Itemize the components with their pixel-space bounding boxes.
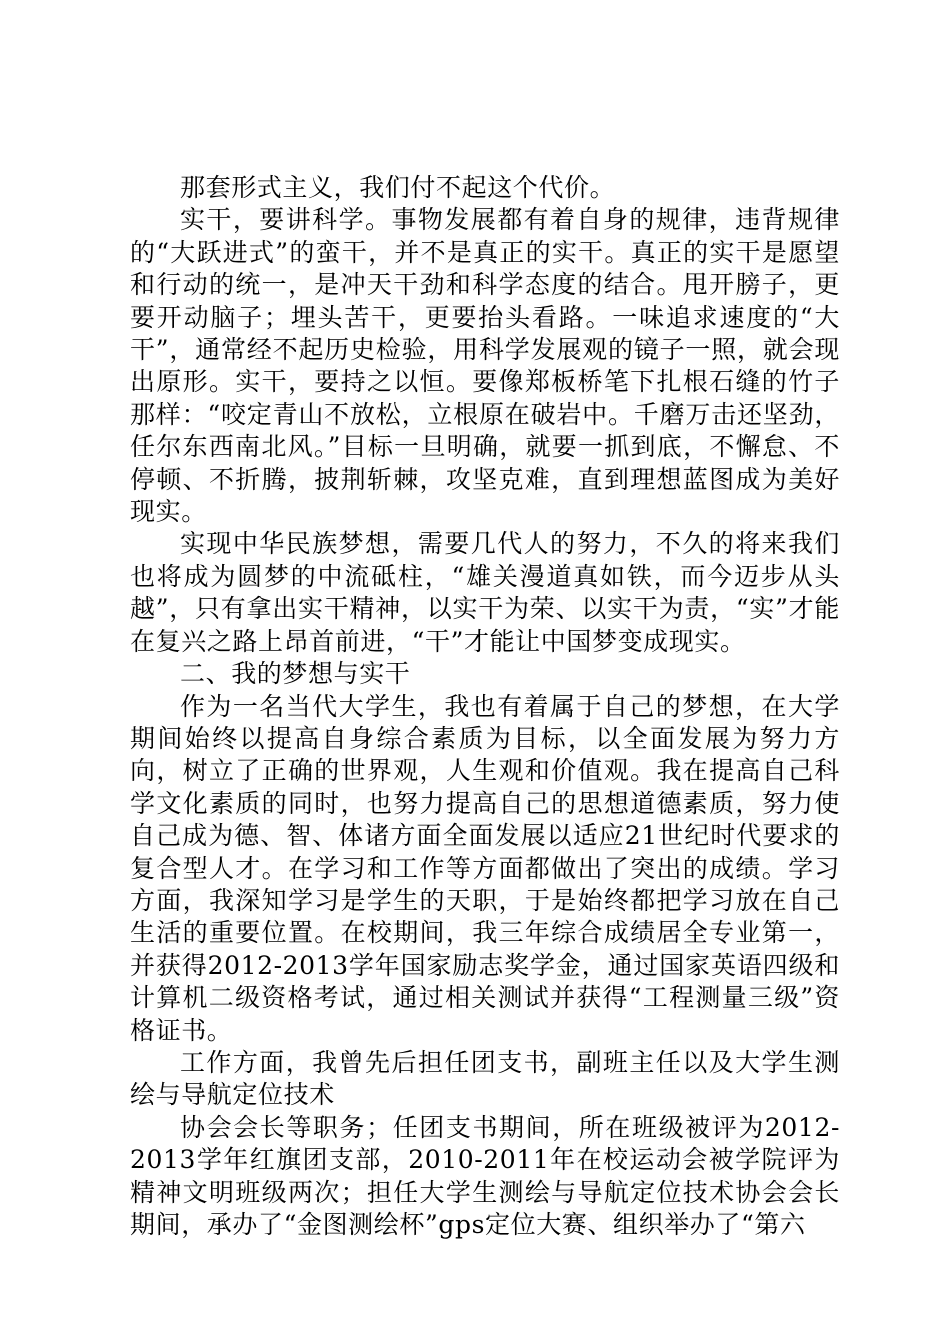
paragraph-1: 那套形式主义，我们付不起这个代价。 — [180, 173, 616, 202]
document-body — [130, 172, 840, 1241]
paragraph-3: 实现中华民族梦想，需要几代人的努力，不久的将来我们也将成为圆梦的中流砥柱，“雄关漫道真如铁，而今迈步从头越”，只有拿出实干精神，以实干为荣、以实干为责，“实”才能在复兴之路上昂首前进，“干”才能让中国梦变成现实。 — [130, 529, 840, 656]
paragraph-5: 工作方面，我曾先后担任团支书，副班主任以及大学生测绘与导航定位技术 — [130, 1047, 840, 1110]
paragraph-2: 实干，要讲科学。事物发展都有着自身的规律，违背规律的“大跃进式”的蛮干，并不是真正的实干。真正的实干是愿望和行动的统一，是冲天干劲和科学态度的结合。甩开膀子，更要开动脑子；埋头苦干，更要抬头看路。一味追求速度的“大干”，通常经不起历史检验，用科学发展观的镜子一照，就会现出原形。实干，要持之以恒。要像郑板桥笔下扎根石缝的竹子那样：“咬定青山不放松，立根原在破岩中。千磨万击还坚劲，任尔东西南北风。”目标一旦明确，就要一抓到底，不懈怠、不停顿、不折腾，披荆斩棘，攻坚克难，直到理想蓝图成为美好现实。 — [130, 205, 840, 527]
paragraph-6: 协会会长等职务；任团支书期间，所在班级被评为2012-2013学年红旗团支部，2010-2011年在校运动会被学院评为精神文明班级两次；担任大学生测绘与导航定位技术协会会长期间，承办了“金图测绘杯”gps定位大赛、组织举办了“第六 — [130, 1112, 840, 1239]
section-heading: 二、我的梦想与实干 — [180, 659, 411, 689]
paragraph-4: 作为一名当代大学生，我也有着属于自己的梦想，在大学期间始终以提高自身综合素质为目标，以全面发展为努力方向，树立了正确的世界观，人生观和价值观。我在提高自己科学文化素质的同时，也努力提高自己的思想道德素质，努力使自己成为德、智、体诸方面全面发展以适应21世纪时代要求的复合型人才。在学习和工作等方面都做出了突出的成绩。学习方面，我深知学习是学生的天职，于是始终都把学习放在自己生活的重要位置。在校期间，我三年综合成绩居全专业第一，并获得2012-2013学年国家励志奖学金，通过国家英语四级和计算机二级资格考试，通过相关测试并获得“工程测量三级”资格证书。 — [130, 691, 840, 1045]
